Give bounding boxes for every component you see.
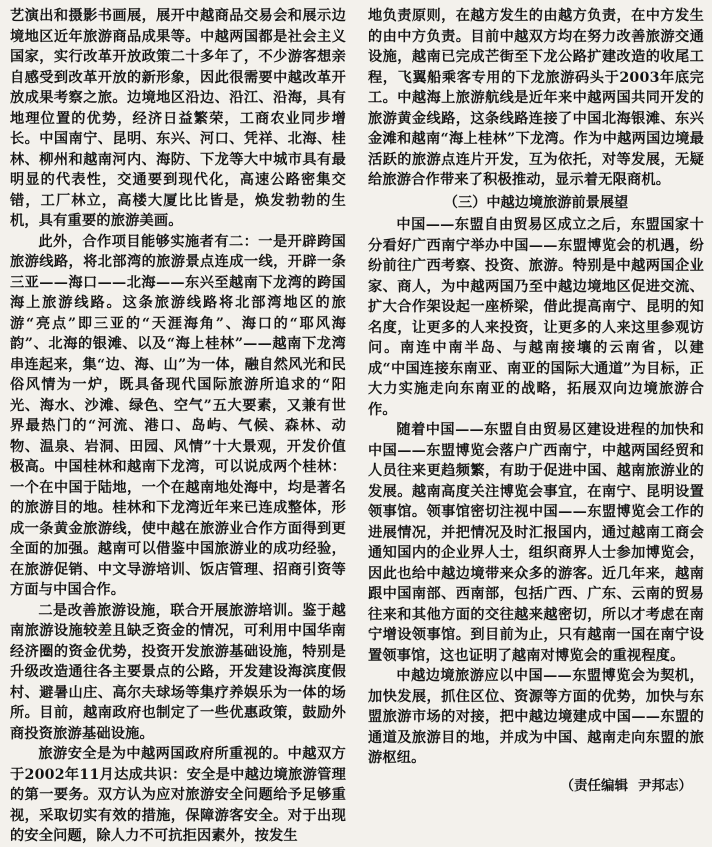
paragraph: 中越边境旅游应以中国——东盟博览会为契机，加快发展，抓住区位、资源等方面的优势，加快与东盟旅游市场的对接，把中越边境建成中国——东盟的通道及旅游目的地，并成为中国、越南走向东盟的旅游枢纽。 xyxy=(368,668,704,766)
paragraph: 二是改善旅游设施，联合开展旅游培训。鉴于越南旅游设施较差且缺乏资金的情况，可利用中国华南经济圈的资金优势，投资开发旅游基础设施，特别是升级改造通往各主要景点的公路，开发建设海滨度假村、避暑山庄、高尔夫球场等集疗养娱乐为一体的场所。目前，越南政府也制定了一些优惠政策，鼓励外商投资旅游基础设施。 xyxy=(10,602,346,742)
paragraph: 地负责原则，在越方发生的由越方负责，在中方发生的由中方负责。目前中越双方均在努力改善旅游交通设施，越南已完成芒街至下龙公路扩建改造的收尾工程，飞翼船乘客专用的下龙旅游码头于2003年底完工。中越海上旅游航线是近年来中越两国共同开发的旅游黄金线路，这条线路连接了中国北海银滩、东兴金滩和越南“海上桂林”下龙湾。作为中越两国边境最活跃的旅游点连片开发，互为依托，对等发展，无疑给旅游合作带来了积极推动，显示着无限商机。 xyxy=(368,8,704,188)
editor-name: 尹邦志） xyxy=(638,778,692,794)
paragraph: 中国——东盟自由贸易区成立之后，东盟国家十分看好广西南宁举办中国——东盟博览会的机遇，纷纷前往广西考察、投资、旅游。特别是中越两国企业家、商人，为中越两国乃至中越边境地区促进交流、扩大合作架设起一座桥梁，借此提高南宁、昆明的知名度，让更多的人来投资，让更多的人来这里参观访问。南连中南半岛、与越南接壤的云南省，以建成“中国连接东南亚、南亚的国际大通道”为目标，正大力实施走向东南亚的战略，拓展双向边境旅游合作。 xyxy=(368,217,704,418)
paragraph: 随着中国——东盟自由贸易区建设进程的加快和中国——东盟博览会落户广西南宁，中越两国经贸和人员往来更趋频繁，有助于促进中国、越南旅游业的发展。越南高度关注博览会事宜，在南宁、昆明设置领事馆。领事馆密切注视中国——东盟博览会工作的进展情况，并把情况及时汇报国内，通过越南工商会通知国内的企业界人士，组织商界人士参加博览会，因此也给中越边境带来众多的游客。近几年来，越南跟中国南部、西南部，包括广西、广东、云南的贸易往来和其他方面的交往越来越密切，所以才考虑在南宁增设领事馆。到目前为止，只有越南一国在南宁设置领事馆，这也证明了越南对博览会的重视程度。 xyxy=(368,422,704,664)
section-heading: （三）中越边境旅游前景展望 xyxy=(443,194,629,211)
paragraph: 旅游安全是为中越两国政府所重视的。中越双方于2002年11月达成共识：安全是中越边境旅游管理的第一要务。双方认为应对旅游安全问题给予足够重视，采取切实有效的措施，保障游客安全。对于出现的安全问题，除人力不可抗拒因素外，按发生 xyxy=(10,746,346,844)
right-column xyxy=(368,6,704,769)
editor-label: （责任编辑 xyxy=(560,778,628,794)
paragraph: 此外，合作项目能够实施者有二：一是开辟跨国旅游线路，将北部湾的旅游景点连成一线，开辟一条三亚——海口——北海——东兴至越南下龙湾的跨国海上旅游线路。这条旅游线路将北部湾地区的旅游“亮点”即三亚的“天涯海角”、海口的“耶风海韵”、北海的银滩、以及“海上桂林”——越南下龙湾串连起来，集“边、海、山”为一体，融自然风光和民俗风情为一炉，既具备现代国际旅游所追求的“阳光、海水、沙滩、绿色、空气”五大要素，又兼有世界最热门的“河流、港口、岛屿、气候、森林、动物、温泉、岩洞、田园、风情”十大景观，开发价值极高。中国桂林和越南下龙湾，可以说成两个桂林：一个在中国于陆地，一个在越南地处海中，均是著名的旅游目的地。桂林和下龙湾近年来已连成整体，形成一条黄金旅游线，使中越在旅游业合作方面得到更全面的加强。越南可以借鉴中国旅游业的成功经验，在旅游促销、中文导游培训、饭店管理、招商引资等方面与中国合作。 xyxy=(10,233,346,598)
left-column xyxy=(10,6,346,847)
paragraph: 艺演出和摄影书画展，展开中越商品交易会和展示边境地区近年旅游商品成果等。中越两国都是社会主义国家，实行改革开放政策二十多年了，不少游客想亲自感受到改革开放的新形象，因此很需要中越改革开放成果考察之旅。边境地区沿边、沿江、沿海，具有地理位置的优势，经济日益繁荣，工商农业同步增长。中国南宁、昆明、东兴、河口、凭祥、北海、桂林、柳州和越南河内、海防、下龙等大中城市具有最明显的代表性，交通要到现代化，高速公路密集交错，工厂林立，高楼大厦比比皆是，焕发勃勃的生机，具有重要的旅游美画。 xyxy=(10,8,346,229)
editor-credit xyxy=(561,774,693,794)
